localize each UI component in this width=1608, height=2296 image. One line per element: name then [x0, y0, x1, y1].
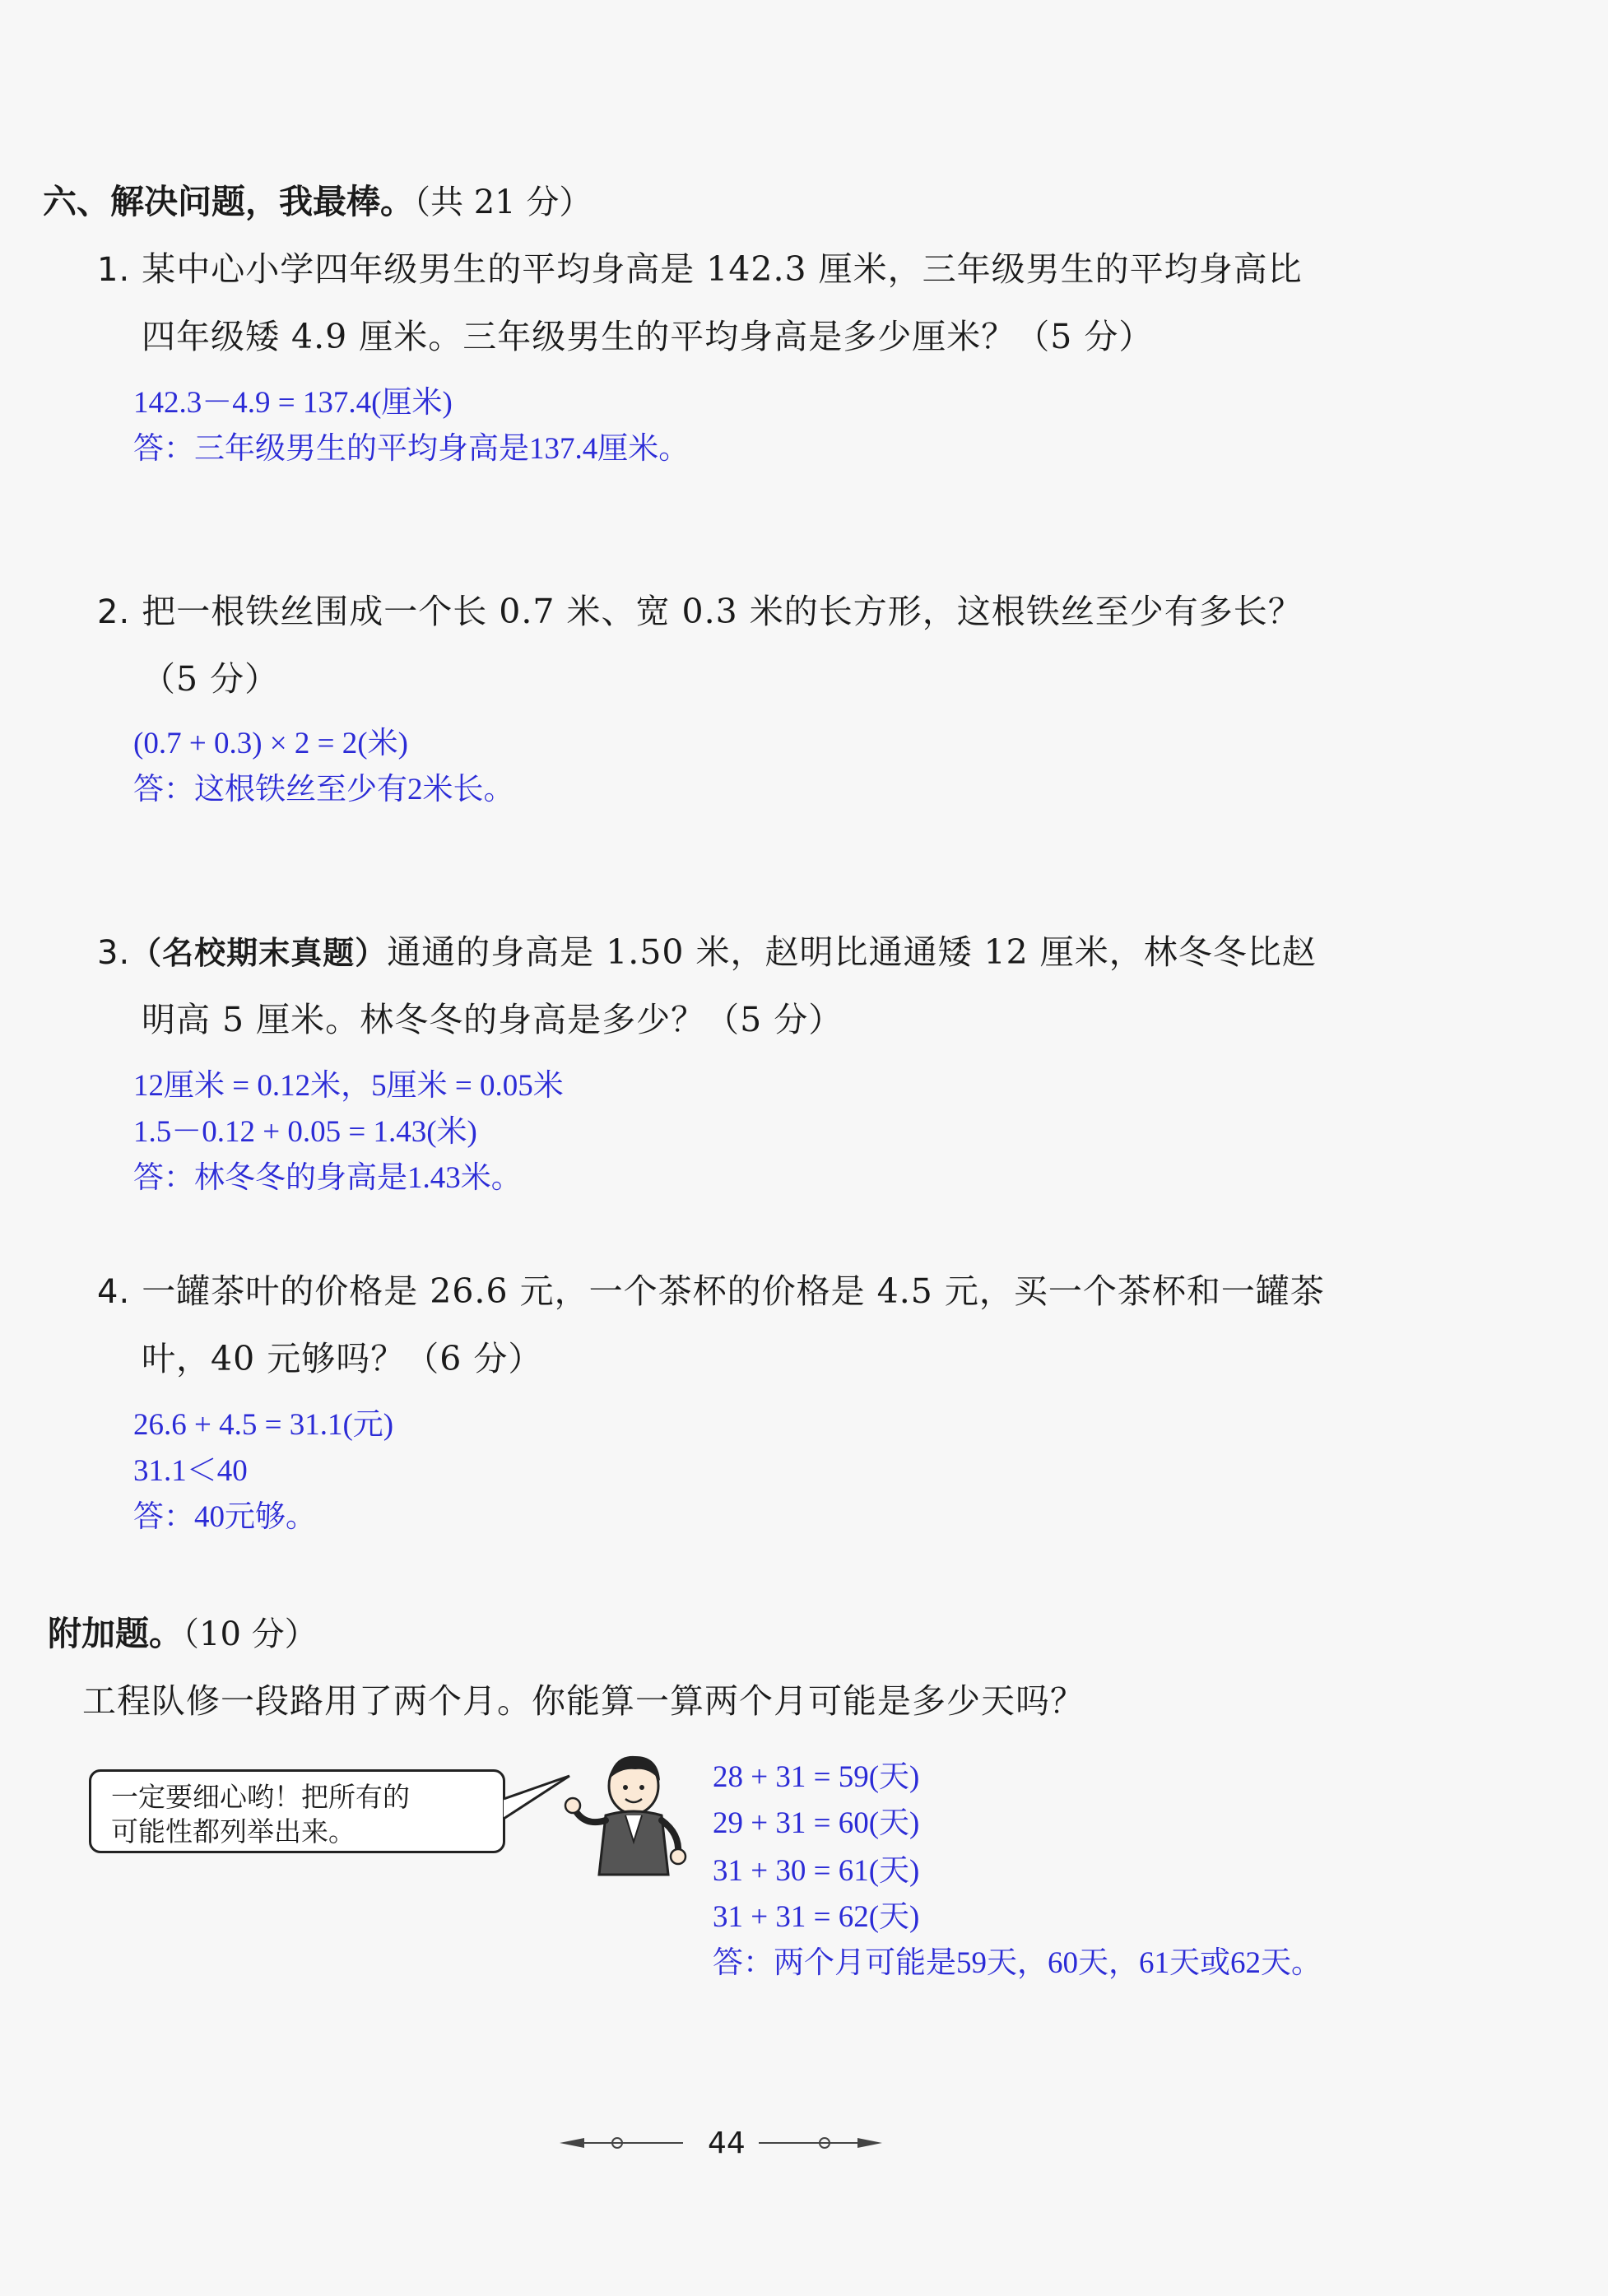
right-ornament-icon — [751, 2133, 882, 2153]
bonus-answer-2: 29 + 31 = 60(天) — [713, 1806, 920, 1840]
bonus-title-text: 附加题。 — [48, 1614, 183, 1653]
answer-2-calc: (0.7 + 0.3) × 2 = 2(米) — [133, 727, 408, 760]
bonus-answer-4: 31 + 31 = 62(天) — [713, 1900, 920, 1934]
speech-bubble-line-2: 可能性都列举出来。 — [111, 1815, 356, 1847]
answer-3-calc: 1.5－0.12 + 0.05 = 1.43(米) — [133, 1115, 477, 1149]
question-1-line-1 — [97, 242, 1303, 290]
bonus-question: 工程队修一段路用了两个月。你能算一算两个月可能是多少天吗？ — [82, 1681, 1085, 1721]
answer-4-calc: 26.6 + 4.5 = 31.1(元) — [133, 1408, 394, 1442]
question-number: 1. — [97, 251, 131, 289]
section-title-text: 六、解决问题，我最棒。 — [43, 182, 414, 221]
page-number: 44 — [708, 2126, 746, 2160]
question-text: 把一根铁丝围成一个长 0.7 米、宽 0.3 米的长方形，这根铁丝至少有多长？ — [142, 592, 1303, 631]
question-text: 通通的身高是 1.50 米，赵明比通通矮 12 厘米，林冬冬比赵 — [387, 932, 1317, 972]
speech-bubble-line-1: 一定要细心哟！把所有的 — [111, 1781, 410, 1813]
answer-4-compare: 31.1＜40 — [133, 1454, 248, 1488]
bonus-answer-1: 28 + 31 = 59(天) — [713, 1760, 920, 1794]
bonus-score: （10 分） — [183, 1615, 318, 1653]
question-1-line-2: 四年级矮 4.9 厘米。三年级男生的平均身高是多少厘米？（5 分） — [142, 317, 1154, 356]
question-number: 4. — [97, 1273, 131, 1311]
question-4-line-1 — [97, 1264, 1325, 1313]
boy-illustration — [494, 1751, 691, 1883]
answer-1-calc: 142.3－4.9 = 137.4(厘米) — [133, 386, 453, 420]
bonus-title — [48, 1606, 318, 1655]
question-text: 一罐茶叶的价格是 26.6 元，一个茶杯的价格是 4.5 元，买一个茶杯和一罐茶 — [142, 1271, 1325, 1311]
answer-1-statement: 答：三年级男生的平均身高是137.4厘米。 — [133, 432, 690, 466]
question-text: 某中心小学四年级男生的平均身高是 142.3 厘米，三年级男生的平均身高比 — [142, 249, 1303, 289]
question-4-line-2: 叶，40 元够吗？（6 分） — [142, 1339, 543, 1378]
question-3-line-2: 明高 5 厘米。林冬冬的身高是多少？（5 分） — [142, 1000, 844, 1039]
bonus-answer-3: 31 + 30 = 61(天) — [713, 1854, 920, 1888]
question-number: 2. — [97, 593, 131, 631]
question-2-line-1 — [97, 584, 1303, 633]
speech-bubble — [89, 1769, 505, 1853]
answer-2-statement: 答：这根铁丝至少有2米长。 — [133, 773, 514, 806]
bonus-answer-statement: 答：两个月可能是59天，60天，61天或62天。 — [713, 1946, 1322, 1980]
answer-3-statement: 答：林冬冬的身高是1.43米。 — [133, 1161, 522, 1195]
speech-bubble-text — [111, 1780, 410, 1849]
question-number: 3. — [97, 934, 131, 972]
answer-4-statement: 答：40元够。 — [133, 1500, 316, 1534]
section-title — [43, 174, 592, 223]
question-3-line-1 — [97, 925, 1317, 974]
answer-3-convert: 12厘米 = 0.12米，5厘米 = 0.05米 — [133, 1069, 564, 1103]
left-ornament-icon — [560, 2133, 691, 2153]
section-score: （共 21 分） — [414, 184, 593, 221]
question-2-line-2: （5 分） — [142, 659, 280, 699]
question-tag: （名校期末真题） — [130, 935, 388, 971]
